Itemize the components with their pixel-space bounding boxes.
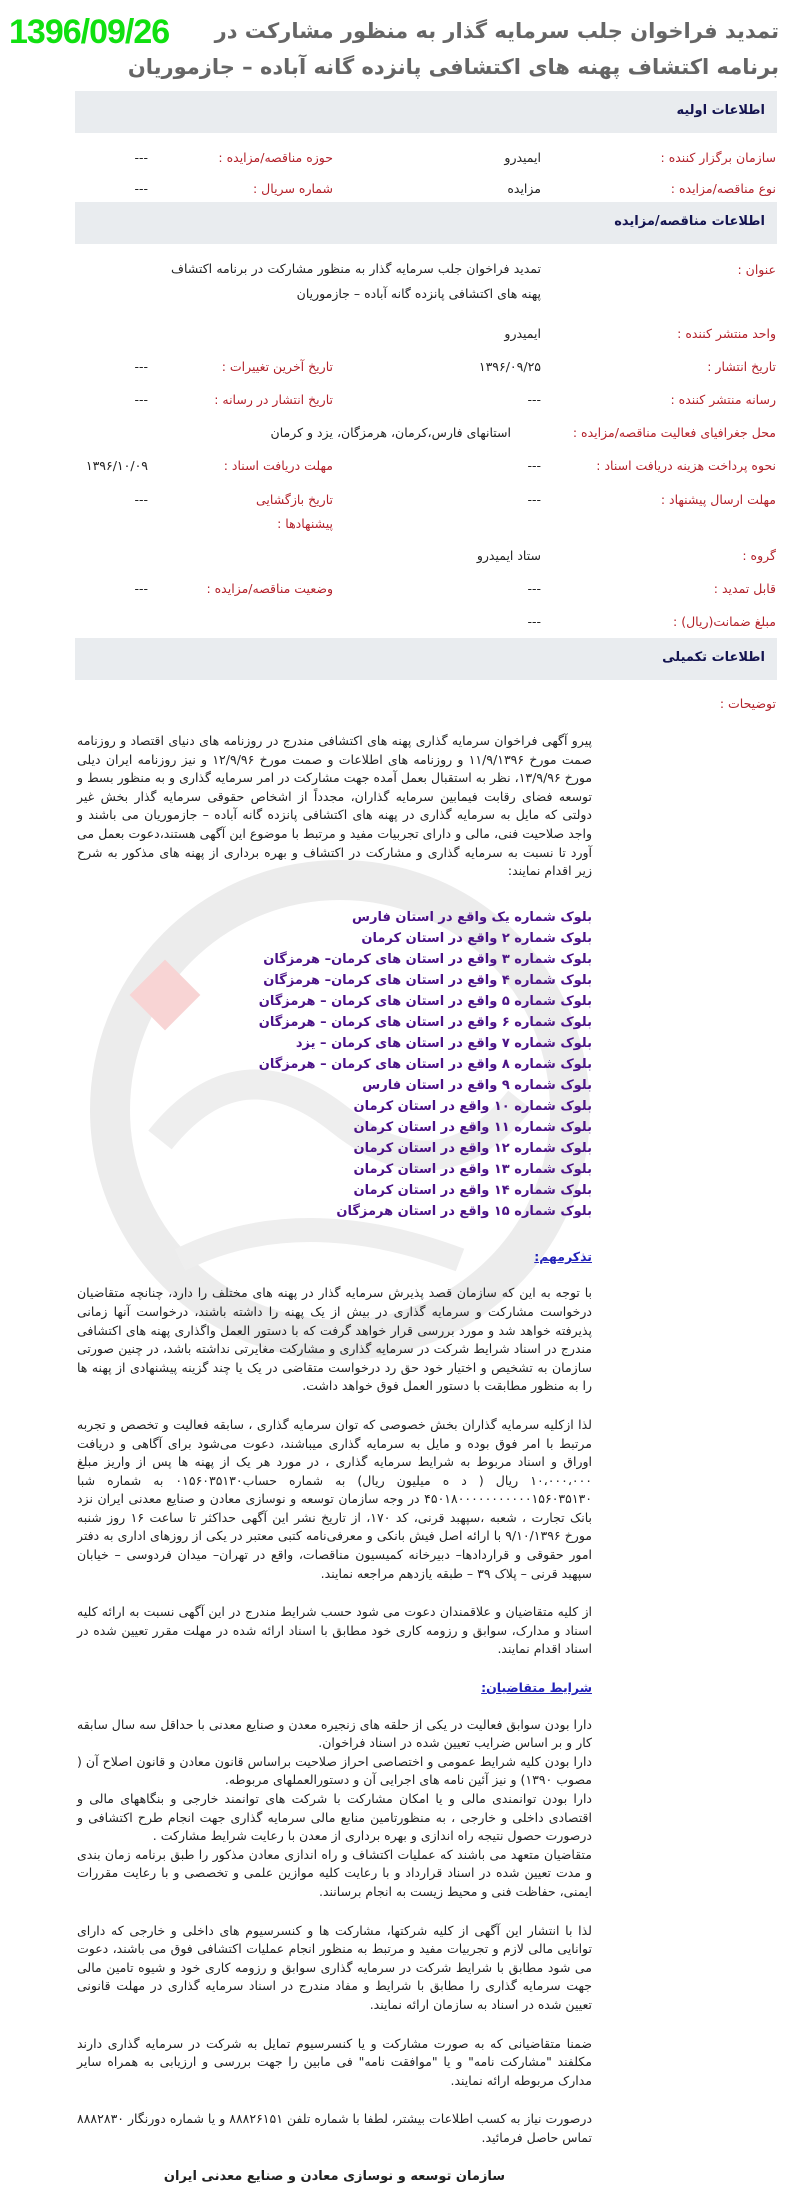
organizer-label: سازمان برگزار کننده :: [661, 150, 776, 165]
type-label: نوع مناقصه/مزایده :: [671, 181, 776, 196]
description-label: توضیحات :: [720, 696, 776, 711]
block-item: بلوک شماره ۴ واقع در استان های کرمان– هرمزگان: [77, 970, 592, 991]
doc-deadline-value: ۱۳۹۶/۱۰/۰۹: [86, 458, 148, 473]
subject-label: عنوان :: [737, 262, 776, 277]
block-item: بلوک شماره ۳ واقع در استان های کرمان– هرمزگان: [77, 949, 592, 970]
guarantee-value: ---: [527, 614, 541, 629]
offer-deadline-value: ---: [527, 492, 541, 507]
opening-label-cont: پیشنهادها :: [277, 516, 333, 531]
page-title: تمدید فراخوان جلب سرمایه گذار به منظور مشارکت در برنامه اکتشاف پهنه های اکتشافی پانزده گانه آباده – جازموریان: [128, 19, 779, 79]
block-item: بلوک شماره ۱۰ واقع در استان کرمان: [77, 1096, 592, 1117]
location-value: استانهای فارس،کرمان، هرمزگان، یزد و کرمان: [271, 425, 511, 440]
block-item: بلوک شماره ۱۵ واقع در استان هرمزگان: [77, 1201, 592, 1222]
serial-value: ---: [134, 181, 148, 196]
date-stamp: 1396/09/26: [9, 14, 169, 50]
status-value: ---: [134, 581, 148, 596]
last-change-value: ---: [134, 359, 148, 374]
condition-item: دارا بودن کلیه شرایط عمومی و اختصاصی احراز صلاحیت براساس قانون معادن و قانون اصلاح آن ( مصوب ۱۳۹۰) و نیز آئین نامه های اجرایی آن و دستورالعملهای مربوطه.: [77, 1753, 592, 1790]
partnership-paragraph: ضمنا متقاضیانی که به صورت مشارکت و یا کنسرسیوم تمایل به شرکت در سرمایه گذاری دارند مکلفند "مشارکت نامه" و یا "موافقت نامه" فی مابین را جهت بررسی و ارزیابی به همراه سایر مدارک مربوطه ارائه نمایند.: [77, 2035, 592, 2091]
payment-value: ---: [527, 458, 541, 473]
opening-label: تاریخ بازگشایی: [256, 492, 333, 507]
note-paragraph: لذا ازکلیه سرمایه گذاران بخش خصوصی که توان سرمایه گذاری ، سابقه فعالیت و تخصص و تجربه مرتبط با امر فوق بوده و مایل به سرمایه گذاری میباشند، دعوت می‌شود برای آگاهی و دریافت اوراق و اسناد مربوط به شرایط سرمایه گذاری ، در مورد هر یک از پهنه ها پس از واریز مبلغ ۱۰،۰۰۰،۰۰۰ ریال ( د ه میلیون ریال) به شماره حساب۰۱۵۶۰۳۵۱۳۰ به شماره شبا ۴۵۰۱۸۰۰۰۰۰۰۰۰۰۰۰۱۵۶۰۳۵۱۳۰ در وجه سازمان توسعه و نوسازی معادن و صنایع معدنی ایران نزد بانک تجارت ، شعبه ،سپهبد قرنی، کد ۱۷۰، از تاریخ نشر این آگهی حداکثر تا ساعت ۱۶ روز شنبه مورخ ۹/۱۰/۱۳۹۶ با ارائه اصل فیش بانکی و معرفی‌نامه کتبی معتبر در یکی از روزهای اداری به دفتر امور حقوقی و قراردادها– دبیرخانه کمیسیون مناقصات، واقع در تهران– میدان فردوسی – خیابان سپهبد قرنی – پلاک ۳۹ – طبقه یازدهم مراجعه نمایند.: [77, 1416, 592, 1583]
condition-item: دارا بودن سوابق فعالیت در یکی از حلقه های زنجیره معدن و صنایع معدنی با حداقل سه سال سابقه کار و بر اساس ضرایب تعیین شده در اسناد فراخوان.: [77, 1716, 592, 1753]
type-value: مزایده: [507, 181, 541, 196]
serial-label: شماره سریال :: [253, 181, 333, 196]
signature: سازمان توسعه و نوسازی معادن و صنایع معدنی ایران: [77, 2168, 592, 2186]
block-item: بلوک شماره ۲ واقع در استان کرمان: [77, 928, 592, 949]
section-title: اطلاعات اولیه: [676, 103, 765, 118]
last-change-label: تاریخ آخرین تغییرات :: [222, 359, 333, 374]
media-value: ---: [527, 392, 541, 407]
section-title: اطلاعات مناقصه/مزایده: [614, 214, 765, 229]
important-note-heading: تذکرمهم:: [77, 1248, 592, 1267]
pub-date-value: ۱۳۹۶/۰۹/۲۵: [479, 359, 541, 374]
pub-date-label: تاریخ انتشار :: [707, 359, 776, 374]
block-item: بلوک شماره ۷ واقع در استان های کرمان – یزد: [77, 1033, 592, 1054]
conditions-heading: شرایط متقاضیان:: [77, 1679, 592, 1698]
block-item: بلوک شماره ۱۲ واقع در استان کرمان: [77, 1138, 592, 1159]
doc-deadline-label: مهلت دریافت اسناد :: [224, 458, 333, 473]
subject-value: تمدید فراخوان جلب سرمایه گذار به منظور مشارکت در برنامه اکتشاف پهنه های اکتشافی پانزده گانه آباده – جازموریان: [171, 256, 541, 306]
section-header-tender: [75, 202, 777, 244]
status-label: وضعیت مناقصه/مزایده :: [206, 581, 333, 596]
intro-paragraph: پیرو آگهی فراخوان سرمایه گذاری پهنه های اکتشافی مندرج در روزنامه های دنیای اقتصاد و روزنامه صمت مورخ ۱۱/۹/۱۳۹۶ و روزنامه های اطلاعات و صمت مورخ ۱۲/۹/۹۶ و نیز روزنامه ایران دیلی مورخ ۱۳/۹/۹۶، نظر به استقبال بعمل آمده جهت مشارکت در امر سرمایه گذاری و به منظور بسط و توسعه فضای رقابت فیمابین سرمایه گذاران، مجدداً از اشخاص حقوقی سرمایه گذار بخش غیر دولتی که مایل به سرمایه گذاری در پهنه های اکتشافی پانزده گانه آباده – جازموریان می باشند و واجد صلاحیت فنی، مالی و دارای تجربیات مفید و مرتبط با موضوع این آگهی هستند،دعوت بعمل می آورد تا نسبت به سرمایه گذاری و مشارکت در اکتشاف و بهره برداری از پهنه های مذکور به شرح زیر اقدام نمایند:: [77, 732, 592, 881]
block-item: بلوک شماره ۱۴ واقع در استان کرمان: [77, 1180, 592, 1201]
condition-item: متقاضیان متعهد می باشند که عملیات اکتشاف و راه اندازی معادن مذکور را طبق برنامه زمان بندی و مدت تعیین شده در اسناد قرارداد و با رعایت کلیه موازین علمی و تخصصی و با رعایت مقررات ایمنی، حفاظت فنی و محیط زیست به انجام برسانند.: [77, 1846, 592, 1902]
section-title: اطلاعات تکمیلی: [662, 650, 765, 665]
note-paragraph: با توجه به این که سازمان قصد پذیرش سرمایه گذار در پهنه های مختلف را دارد، چنانچه متقاضیان درخواست مشارکت و سرمایه گذاری در بیش از یک پهنه را داشته باشند، درخواست آنها زمانی پذیرفته خواهد شد و مورد بررسی قرار خواهد گرفت که با دستور العمل واگذاری پهنه های اکتشافی مندرج در اسناد شرایط شرکت در سرمایه گذاری و مشارکت مغایرتی نداشته باشد، در چنین صورتی سازمان به تشخیص و اختیار خود حق رد درخواست متقاضی در یک یا چند گزینه پیشنهادی از پهنه ها را به منظور مطابقت با دستور العمل فوق خواهد داشت.: [77, 1284, 592, 1396]
block-item: بلوک شماره ۹ واقع در استان فارس: [77, 1075, 592, 1096]
block-item: بلوک شماره ۵ واقع در استان های کرمان – هرمزگان: [77, 991, 592, 1012]
opening-value: ---: [134, 492, 148, 507]
section-header-basic: [75, 91, 777, 133]
block-item: بلوک شماره ۶ واقع در استان های کرمان – هرمزگان: [77, 1012, 592, 1033]
contact-paragraph: درصورت نیاز به کسب اطلاعات بیشتر، لطفا با شماره تلفن ۸۸۸۲۶۱۵۱ و یا شماره دورنگار ۸۸۸۲۸۳۰ تماس حاصل فرمائید.: [77, 2110, 592, 2147]
offer-deadline-label: مهلت ارسال پیشنهاد :: [661, 492, 776, 507]
extendable-value: ---: [527, 581, 541, 596]
block-item: بلوک شماره یک واقع در استان فارس: [77, 907, 592, 928]
media-label: رسانه منتشر کننده :: [670, 392, 776, 407]
media-date-label: تاریخ انتشار در رسانه :: [214, 392, 333, 407]
group-value: ستاد ایمیدرو: [477, 548, 541, 563]
media-date-value: ---: [134, 392, 148, 407]
note-paragraph: از کلیه متقاضیان و علاقمندان دعوت می شود حسب شرایط مندرج در این آگهی نسبت به ارائه کلیه اسناد و مدارک، سوابق و رزومه کاری خود مطابق با اسناد ارائه شده در مهلت مقرر تعیین شده در اسناد اقدام نمایند.: [77, 1603, 592, 1659]
block-item: بلوک شماره ۱۱ واقع در استان کرمان: [77, 1117, 592, 1138]
location-label: محل جغرافیای فعالیت مناقصه/مزایده :: [573, 425, 776, 440]
group-label: گروه :: [742, 548, 776, 563]
extendable-label: قابل تمدید :: [714, 581, 776, 596]
block-item: بلوک شماره ۸ واقع در استان های کرمان – هرمزگان: [77, 1054, 592, 1075]
block-item: بلوک شماره ۱۳ واقع در استان کرمان: [77, 1159, 592, 1180]
publisher-value: ایمیدرو: [504, 326, 541, 341]
section-header-extra: [75, 638, 777, 680]
payment-label: نحوه پرداخت هزینه دریافت اسناد :: [596, 458, 776, 473]
scope-value: ---: [134, 150, 148, 165]
condition-item: دارا بودن توانمندی مالی و یا امکان مشارکت با شرکت های توانمند خارجی و بنگاههای مالی و اقتصادی داخلی و خارجی ، به منظورتامین منابع مالی سرمایه گذاری جهت انجام طرح اکتشافی و درصورت حصول نتیجه راه اندازی و بهره برداری از معدن با رعایت شرایط مشارکت .: [77, 1790, 592, 1846]
publisher-label: واحد منتشر کننده :: [677, 326, 776, 341]
scope-label: حوزه مناقصه/مزایده :: [218, 150, 333, 165]
description-body: [77, 732, 592, 2186]
companies-paragraph: لذا با انتشار این آگهی از کلیه شرکتها، مشارکت ها و کنسرسیوم های داخلی و خارجی که دارای توانایی مالی لازم و تجربیات مفید و مرتبط به منظور انجام عملیات اکتشافی فوق می باشند، دعوت می شود مطابق با شرایط شرکت در سرمایه گذاری سوابق و رزومه کاری خود و شیوه تامین مالی جهت سرمایه گذاری را مطابق با شرایط و مفاد مندرج در اسناد سرمایه گذاری در مهلت قانونی تعیین شده در اسناد به سازمان ارائه نمایند.: [77, 1922, 592, 2015]
organizer-value: ایمیدرو: [504, 150, 541, 165]
guarantee-label: مبلغ ضمانت(ریال) :: [673, 614, 776, 629]
title-area: [9, 14, 779, 86]
block-list: [77, 907, 592, 1222]
